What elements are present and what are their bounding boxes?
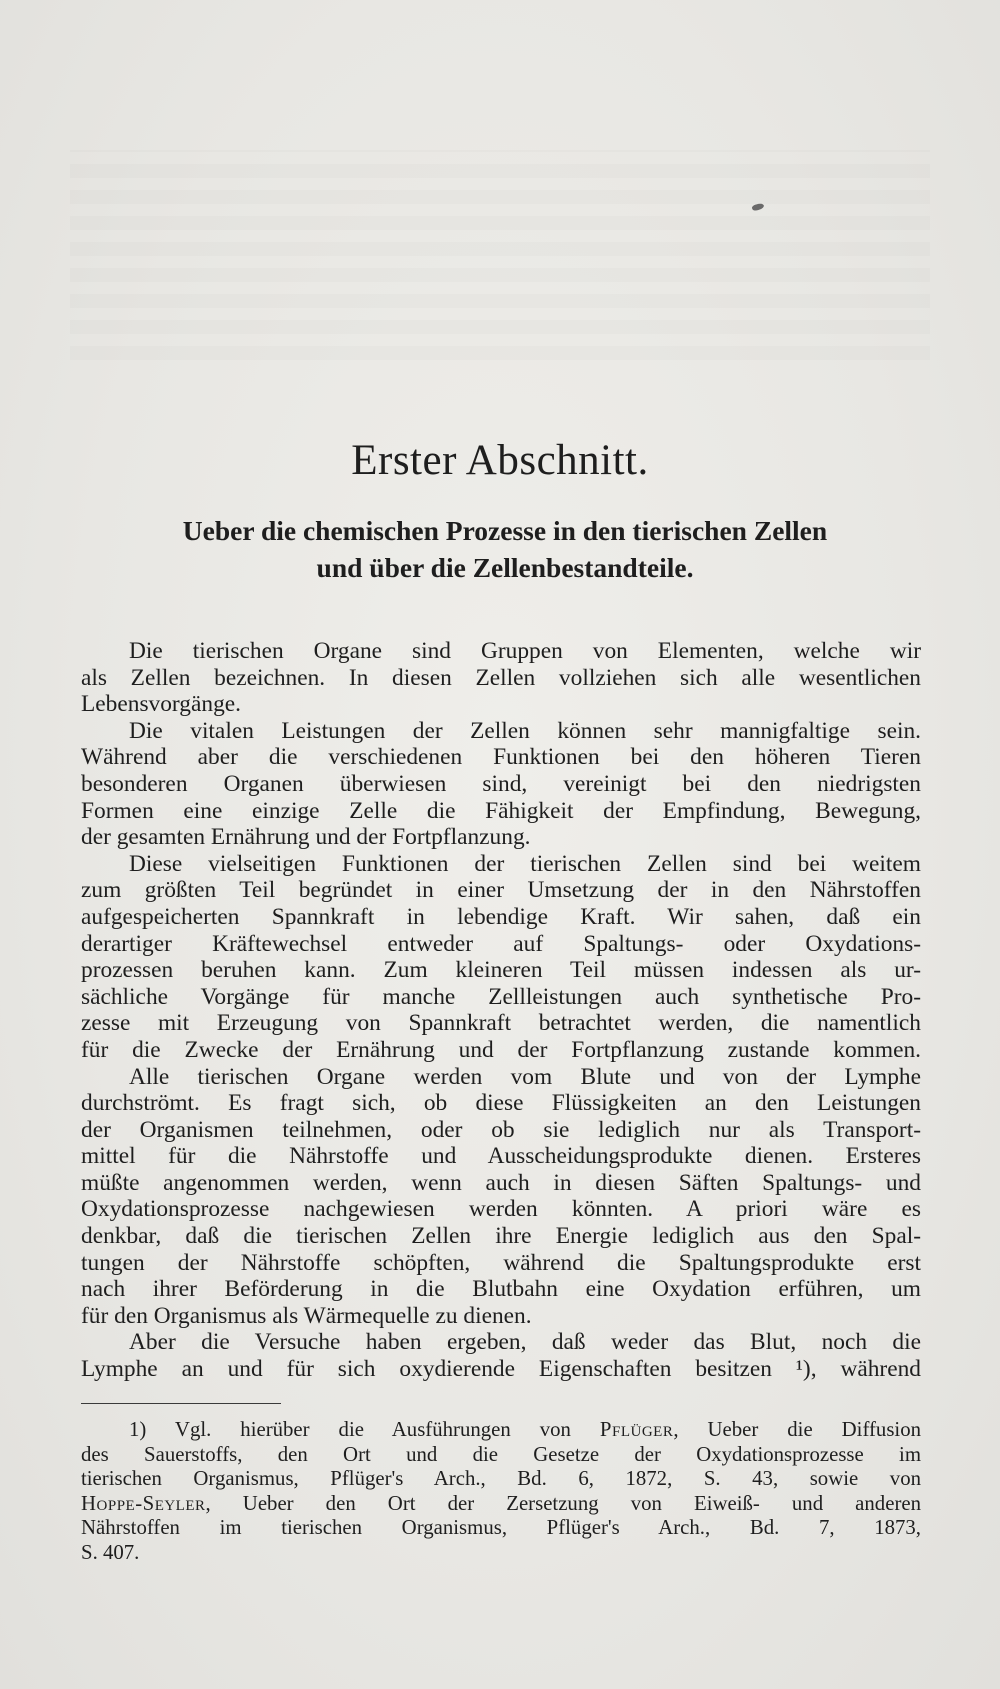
text-line: der gesamten Ernährung und der Fortpflanzung.: [81, 824, 531, 851]
text-line: tungen der Nährstoffe schöpften, während die Spaltungsprodukte erst: [81, 1249, 921, 1276]
text-line: nach ihrer Beförderung in die Blutbahn eine Oxydation erführen, um: [81, 1276, 921, 1303]
text-line: aufgespeicherten Spannkraft in lebendige Kraft. Wir sahen, daß ein: [81, 903, 921, 930]
text-line: Formen eine einzige Zelle die Fähigkeit der Empfindung, Bewegung,: [81, 797, 921, 824]
text-line: Die vitalen Leistungen der Zellen können sehr mannigfaltige sein.: [129, 717, 921, 744]
text-line: prozessen beruhen kann. Zum kleineren Teil müssen indessen als ur-: [81, 957, 921, 984]
text-line: müßte angenommen werden, wenn auch in diesen Säften Spaltungs- und: [81, 1169, 921, 1196]
text-line: als Zellen bezeichnen. In diesen Zellen vollziehen sich alle wesentlichen: [81, 664, 921, 691]
text-line: zesse mit Erzeugung von Spannkraft betrachtet werden, die namentlich: [81, 1010, 921, 1037]
footnote-line: Nährstoffen im tierischen Organismus, Pflüger's Arch., Bd. 7, 1873,: [81, 1516, 921, 1539]
text-line: zum größten Teil begründet in einer Umsetzung der in den Nährstoffen: [81, 877, 921, 904]
footnote-author: Pflüger: [599, 1418, 674, 1441]
footnote-line: S. 407.: [81, 1540, 140, 1564]
footnote-text: , Ueber den Ort der Zersetzung von Eiweiß- und anderen: [205, 1491, 921, 1515]
text-line: Aber die Versuche haben ergeben, daß weder das Blut, noch die: [129, 1329, 921, 1356]
footnote-line: tierischen Organismus, Pflüger's Arch., Bd. 6, 1872, S. 43, sowie von: [81, 1467, 921, 1490]
footnote-line: [81, 1418, 921, 1443]
text-line: Oxydationsprozesse nachgewiesen werden könnten. A priori wäre es: [81, 1196, 921, 1223]
text-line: Lebensvorgänge.: [81, 691, 241, 718]
footnote-text: 1) Vgl. hierüber die Ausführungen von: [129, 1418, 600, 1441]
body-text: [81, 638, 921, 1383]
text-line: für den Organismus als Wärmequelle zu dienen.: [81, 1302, 532, 1329]
text-line: durchströmt. Es fragt sich, ob diese Flüssigkeiten an den Leistungen: [81, 1090, 921, 1117]
footnote-author: Hoppe-Seyler: [81, 1491, 206, 1515]
text-line: derartiger Kräftewechsel entweder auf Spaltungs- oder Oxydations-: [81, 930, 921, 957]
text-line: besonderen Organen überwiesen sind, vereinigt bei den niedrigsten: [81, 770, 921, 797]
footnote: [81, 1418, 921, 1565]
show-through-text: [70, 150, 930, 360]
chapter-title: Erster Abschnitt.: [351, 437, 649, 484]
footnote-line: [81, 1492, 921, 1517]
text-line: Alle tierischen Organe werden vom Blute und von der Lymphe: [129, 1063, 921, 1090]
chapter-subtitle: [80, 512, 930, 586]
subtitle-line: und über die Zellenbestandteile.: [316, 552, 694, 583]
text-line: Die tierischen Organe sind Gruppen von Elementen, welche wir: [129, 638, 921, 664]
text-line: Lymphe an und für sich oxydierende Eigenschaften besitzen ¹), während: [81, 1356, 921, 1383]
text-line: Während aber die verschiedenen Funktionen bei den höheren Tieren: [81, 744, 921, 771]
text-line: für die Zwecke der Ernährung und der Fortpflanzung zustande kommen.: [81, 1036, 921, 1063]
text-line: der Organismen teilnehmen, oder ob sie lediglich nur als Transport-: [81, 1116, 921, 1143]
text-line: sächliche Vorgänge für manche Zellleistungen auch synthetische Pro-: [81, 983, 921, 1010]
footnote-divider: [81, 1403, 281, 1404]
subtitle-line: Ueber die chemischen Prozesse in den tierischen Zellen: [182, 515, 828, 546]
text-line: denkbar, daß die tierischen Zellen ihre Energie lediglich aus den Spal-: [81, 1223, 921, 1250]
footnote-text: , Ueber die Diffusion: [673, 1418, 921, 1441]
text-line: Diese vielseitigen Funktionen der tierischen Zellen sind bei weitem: [129, 850, 921, 877]
footnote-line: des Sauerstoffs, den Ort und die Gesetze der Oxydationsprozesse im: [81, 1442, 921, 1466]
text-line: mittel für die Nährstoffe und Ausscheidungsprodukte dienen. Ersteres: [81, 1143, 921, 1170]
